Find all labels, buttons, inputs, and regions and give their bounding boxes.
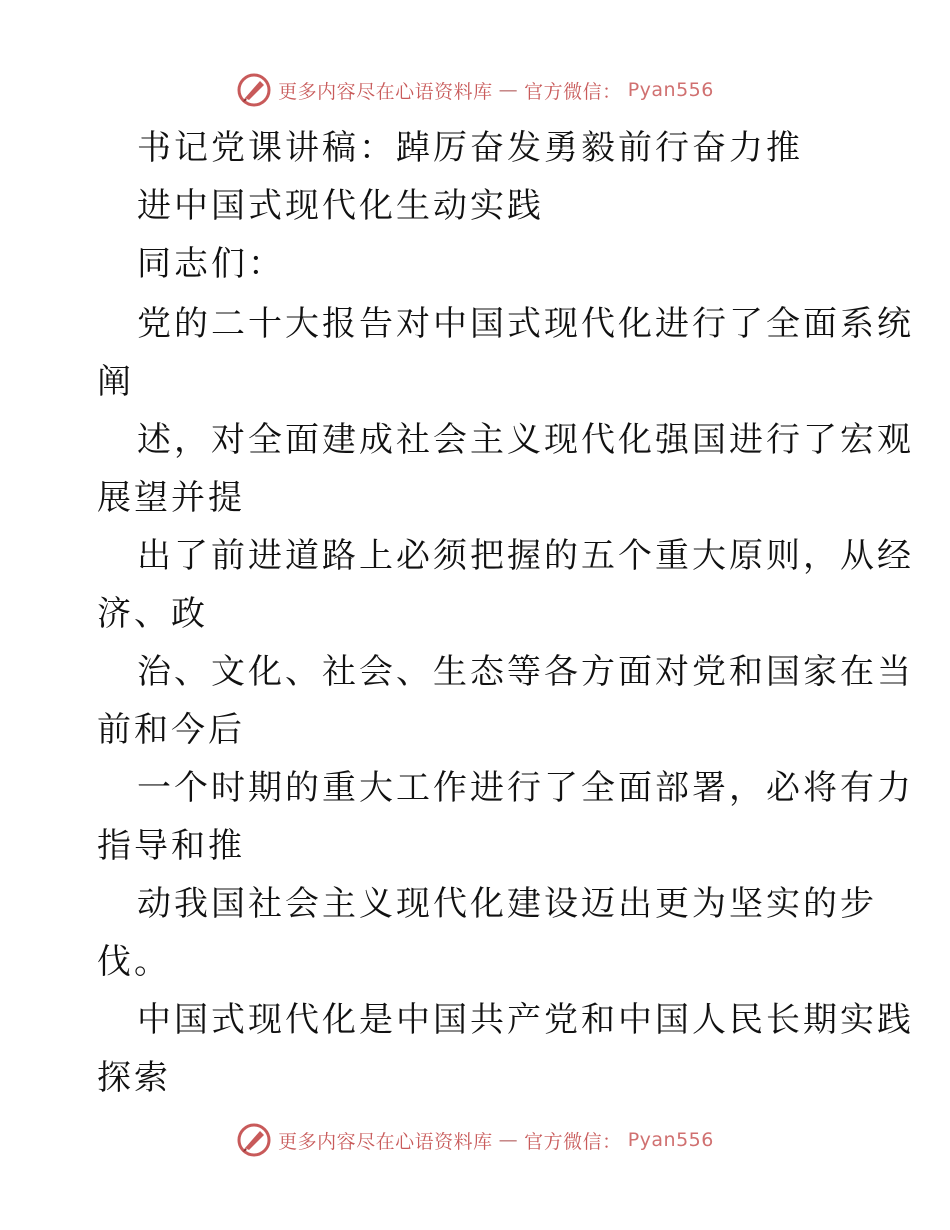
pen-logo-icon xyxy=(236,72,272,108)
banner-wechat-label: 官方微信： xyxy=(524,80,622,103)
paragraph-line: 党的二十大报告对中国式现代化进行了全面系统 xyxy=(137,304,914,344)
paragraph-line: 指导和推 xyxy=(97,826,245,866)
paragraph-line: 展望并提 xyxy=(97,478,245,518)
paragraph-line: 阐 xyxy=(97,362,134,402)
paragraph-line: 治、文化、社会、生态等各方面对党和国家在当 xyxy=(137,652,914,692)
paragraph-line: 动我国社会主义现代化建设迈出更为坚实的步 xyxy=(137,884,877,924)
banner-wechat-id: Pyan556 xyxy=(627,79,714,101)
paragraph-line: 中国式现代化是中国共产党和中国人民长期实践 xyxy=(137,1000,914,1040)
paragraph-line: 述，对全面建成社会主义现代化强国进行了宏观 xyxy=(137,420,914,460)
header-watermark-banner xyxy=(0,70,950,110)
banner-site-text: 更多内容尽在心语资料库 xyxy=(278,1130,493,1153)
title-line-2: 进中国式现代化生动实践 xyxy=(137,186,544,226)
paragraph-line: 伐。 xyxy=(97,942,171,982)
paragraph-line: 前和今后 xyxy=(97,710,245,750)
paragraph-line: 出了前进道路上必须把握的五个重大原则，从经 xyxy=(137,536,914,576)
banner-site-text: 更多内容尽在心语资料库 xyxy=(278,80,493,103)
banner-wechat-id: Pyan556 xyxy=(627,1129,714,1151)
paragraph-line: 探索 xyxy=(97,1058,171,1098)
pen-logo-icon xyxy=(236,1122,272,1158)
banner-separator: — xyxy=(498,1129,519,1151)
paragraph-line: 一个时期的重大工作进行了全面部署，必将有力 xyxy=(137,768,914,808)
footer-watermark-banner xyxy=(0,1120,950,1160)
title-line-1: 书记党课讲稿：踔厉奋发勇毅前行奋力推 xyxy=(137,128,803,168)
banner-wechat-label: 官方微信： xyxy=(524,1130,622,1153)
paragraph-line: 济、政 xyxy=(97,594,208,634)
salutation: 同志们： xyxy=(137,244,285,284)
banner-separator: — xyxy=(498,79,519,101)
